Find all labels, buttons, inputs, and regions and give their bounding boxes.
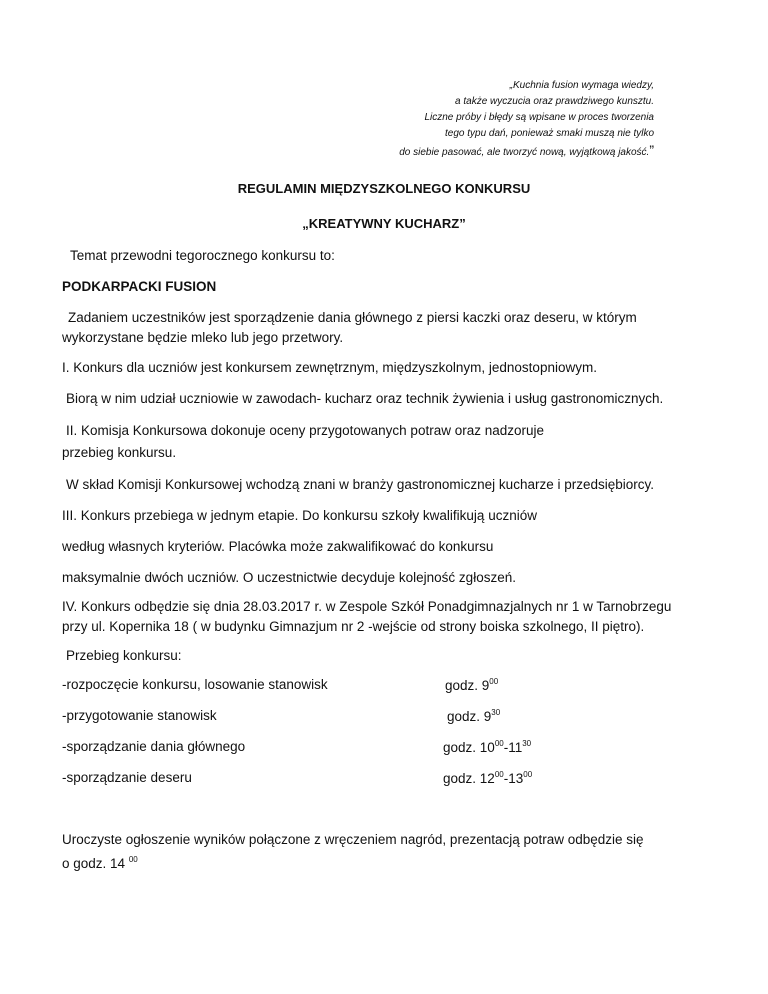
section-3-line: według własnych kryteriów. Placówka może zakwalifikować do konkursu	[62, 539, 494, 554]
time-minutes: 30	[491, 708, 501, 717]
task-line: wykorzystane będzie mleko lub jego przetwory.	[62, 330, 344, 345]
time-hour: 10	[479, 740, 495, 755]
theme-title: PODKARPACKI FUSION	[62, 279, 217, 294]
time-dash: -	[503, 771, 509, 786]
time-hour: 13	[508, 771, 524, 786]
time-prefix: godz.	[443, 740, 480, 755]
closing-paragraph	[62, 830, 742, 874]
section-4-line: przy ul. Kopernika 18 ( w budynku Gimnazjum nr 2 -wejście od strony boiska szkolnego, II piętro).	[62, 619, 645, 634]
section-2-committee: W skład Komisji Konkursowej wchodzą znani w branży gastronomicznej kucharze i przedsiębiorcy.	[66, 477, 654, 492]
section-4-line: IV. Konkurs odbędzie się dnia 28.03.2017 r. w Zespole Szkół Ponadgimnazjalnych nr 1 w Tarnobrzegu	[62, 599, 672, 614]
time-prefix: godz.	[443, 771, 480, 786]
schedule-item-label: -przygotowanie stanowisk	[62, 708, 217, 723]
theme-intro: Temat przewodni tegorocznego konkursu to:	[70, 248, 335, 263]
schedule-item-time	[447, 708, 500, 724]
schedule-item-label: -sporządzanie deseru	[62, 770, 192, 785]
time-minutes: 00	[494, 770, 504, 779]
quote-line: tego typu dań, ponieważ smaki muszą nie tylko	[445, 128, 654, 139]
epigraph-quote	[234, 78, 654, 161]
task-line: Zadaniem uczestników jest sporządzenie dania głównego z piersi kaczki oraz deseru, w którym	[68, 310, 637, 325]
section-3-line: III. Konkurs przebiega w jednym etapie. Do konkursu szkoły kwalifikują uczniów	[62, 508, 537, 523]
section-2: II. Komisja Konkursowa dokonuje oceny przygotowanych potraw oraz nadzoruje	[66, 423, 545, 438]
closing-line: Uroczyste ogłoszenie wyników połączone z wręczeniem nagród, prezentacją potraw odbędzie się	[62, 832, 644, 847]
schedule-item-time	[445, 677, 498, 693]
time-dash: -	[503, 740, 509, 755]
quote-line: „Kuchnia fusion wymaga wiedzy,	[509, 80, 654, 91]
section-3-line: maksymalnie dwóch uczniów. O uczestnictwie decyduje kolejność zgłoszeń.	[62, 570, 516, 585]
section-1-participants: Biorą w nim udział uczniowie w zawodach- kucharz oraz technik żywienia i usług gastronomicznych.	[66, 391, 664, 406]
closing-time-prefix: o godz. 14	[62, 856, 129, 871]
quote-line: Liczne próby i błędy są wpisane w proces tworzenia	[424, 112, 654, 123]
schedule-item-label: -rozpoczęcie konkursu, losowanie stanowisk	[62, 677, 328, 692]
task-paragraph	[62, 308, 702, 348]
section-4	[62, 597, 742, 637]
time-prefix: godz.	[445, 678, 482, 693]
section-1: I. Konkurs dla uczniów jest konkursem zewnętrznym, międzyszkolnym, jednostopniowym.	[62, 360, 597, 375]
quote-closing-mark: ”	[649, 142, 654, 158]
time-hour: 9	[481, 678, 490, 693]
section-2-cont: przebieg konkursu.	[62, 445, 177, 460]
time-minutes: 00	[489, 677, 499, 686]
schedule-item-time	[443, 739, 531, 755]
contest-name: „KREATYWNY KUCHARZ”	[302, 216, 466, 231]
quote-line: a także wyczucia oraz prawdziwego kunsztu.	[455, 96, 654, 107]
schedule-item-time	[443, 770, 532, 786]
document-title: REGULAMIN MIĘDZYSZKOLNEGO KONKURSU	[237, 181, 531, 196]
quote-line-text: do siebie pasować, ale tworzyć nową, wyjątkową jakość.	[399, 147, 650, 158]
time-hour: 11	[508, 740, 523, 755]
schedule-intro: Przebieg konkursu:	[66, 648, 182, 663]
time-minutes: 00	[523, 770, 533, 779]
time-minutes: 30	[522, 739, 532, 748]
time-prefix: godz.	[447, 709, 484, 724]
closing-time-minutes: 00	[128, 855, 138, 864]
time-hour: 12	[479, 771, 495, 786]
time-hour: 9	[483, 709, 492, 724]
quote-line	[234, 142, 654, 161]
schedule-item-label: -sporządzanie dania głównego	[62, 739, 246, 754]
closing-line	[62, 850, 742, 874]
time-minutes: 00	[494, 739, 504, 748]
